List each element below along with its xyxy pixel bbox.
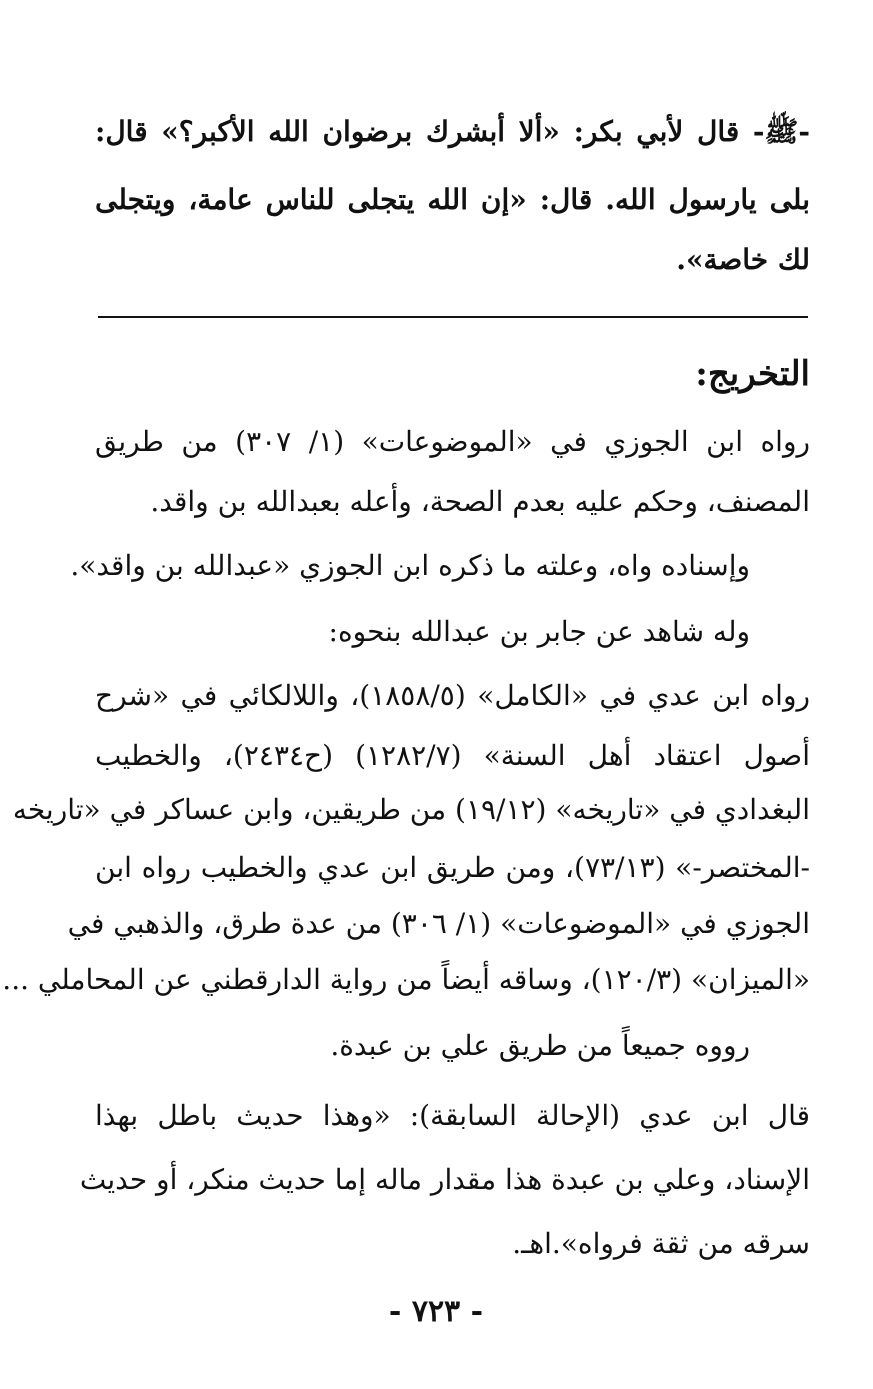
body-line-1: رواه ابن الجوزي في «الموضوعات» (١/ ٣٠٧) من طريق bbox=[95, 425, 810, 458]
page-number: - ٧٢٣ - bbox=[388, 1294, 484, 1329]
body-line-10: «الميزان» (١٢٠/٣)، وساقه أيضاً من رواية الدارقطني عن المحاملي ... bbox=[2, 963, 810, 996]
hadith-line-1: -ﷺ- قال لأبي بكر: «ألا أبشرك برضوان الله الأكبر؟» قال: bbox=[95, 115, 810, 148]
body-line-9: الجوزي في «الموضوعات» (١/ ٣٠٦) من عدة طرق، والذهبي في bbox=[67, 907, 810, 940]
hadith-line-2: بلى يارسول الله. قال: «إن الله يتجلى للناس عامة، ويتجلى bbox=[95, 183, 810, 216]
body-line-2: المصنف، وحكم عليه بعدم الصحة، وأعله بعبدالله بن واقد. bbox=[150, 485, 810, 518]
body-line-13: الإسناد، وعلي بن عبدة هذا مقدار ماله إما حديث منكر، أو حديث bbox=[79, 1163, 810, 1196]
body-line-3: وإسناده واه، وعلته ما ذكره ابن الجوزي «عبدالله بن واقد». bbox=[70, 549, 750, 582]
body-line-11: رووه جميعاً من طريق علي بن عبدة. bbox=[330, 1029, 750, 1062]
body-line-4: وله شاهد عن جابر بن عبدالله بنحوه: bbox=[328, 615, 750, 648]
body-line-8: -المختصر-» (٧٣/١٣)، ومن طريق ابن عدي والخطيب رواه ابن bbox=[95, 851, 810, 884]
section-divider bbox=[98, 316, 808, 318]
section-heading: التخريج: bbox=[695, 354, 810, 394]
body-line-7: البغدادي في «تاريخه» (١٩/١٢) من طريقين، وابن عساكر في «تاريخه bbox=[12, 793, 810, 826]
body-line-14: سرقه من ثقة فرواه».اهـ. bbox=[512, 1227, 810, 1260]
hadith-line-3: لك خاصة». bbox=[676, 243, 810, 276]
body-line-12: قال ابن عدي (الإحالة السابقة): «وهذا حديث باطل بهذا bbox=[95, 1099, 810, 1132]
body-line-5: رواه ابن عدي في «الكامل» (١٨٥٨/٥)، واللالكائي في «شرح bbox=[95, 679, 810, 712]
body-line-6: أصول اعتقاد أهل السنة» (١٢٨٢/٧) (ح٢٤٣٤)، والخطيب bbox=[95, 739, 810, 772]
